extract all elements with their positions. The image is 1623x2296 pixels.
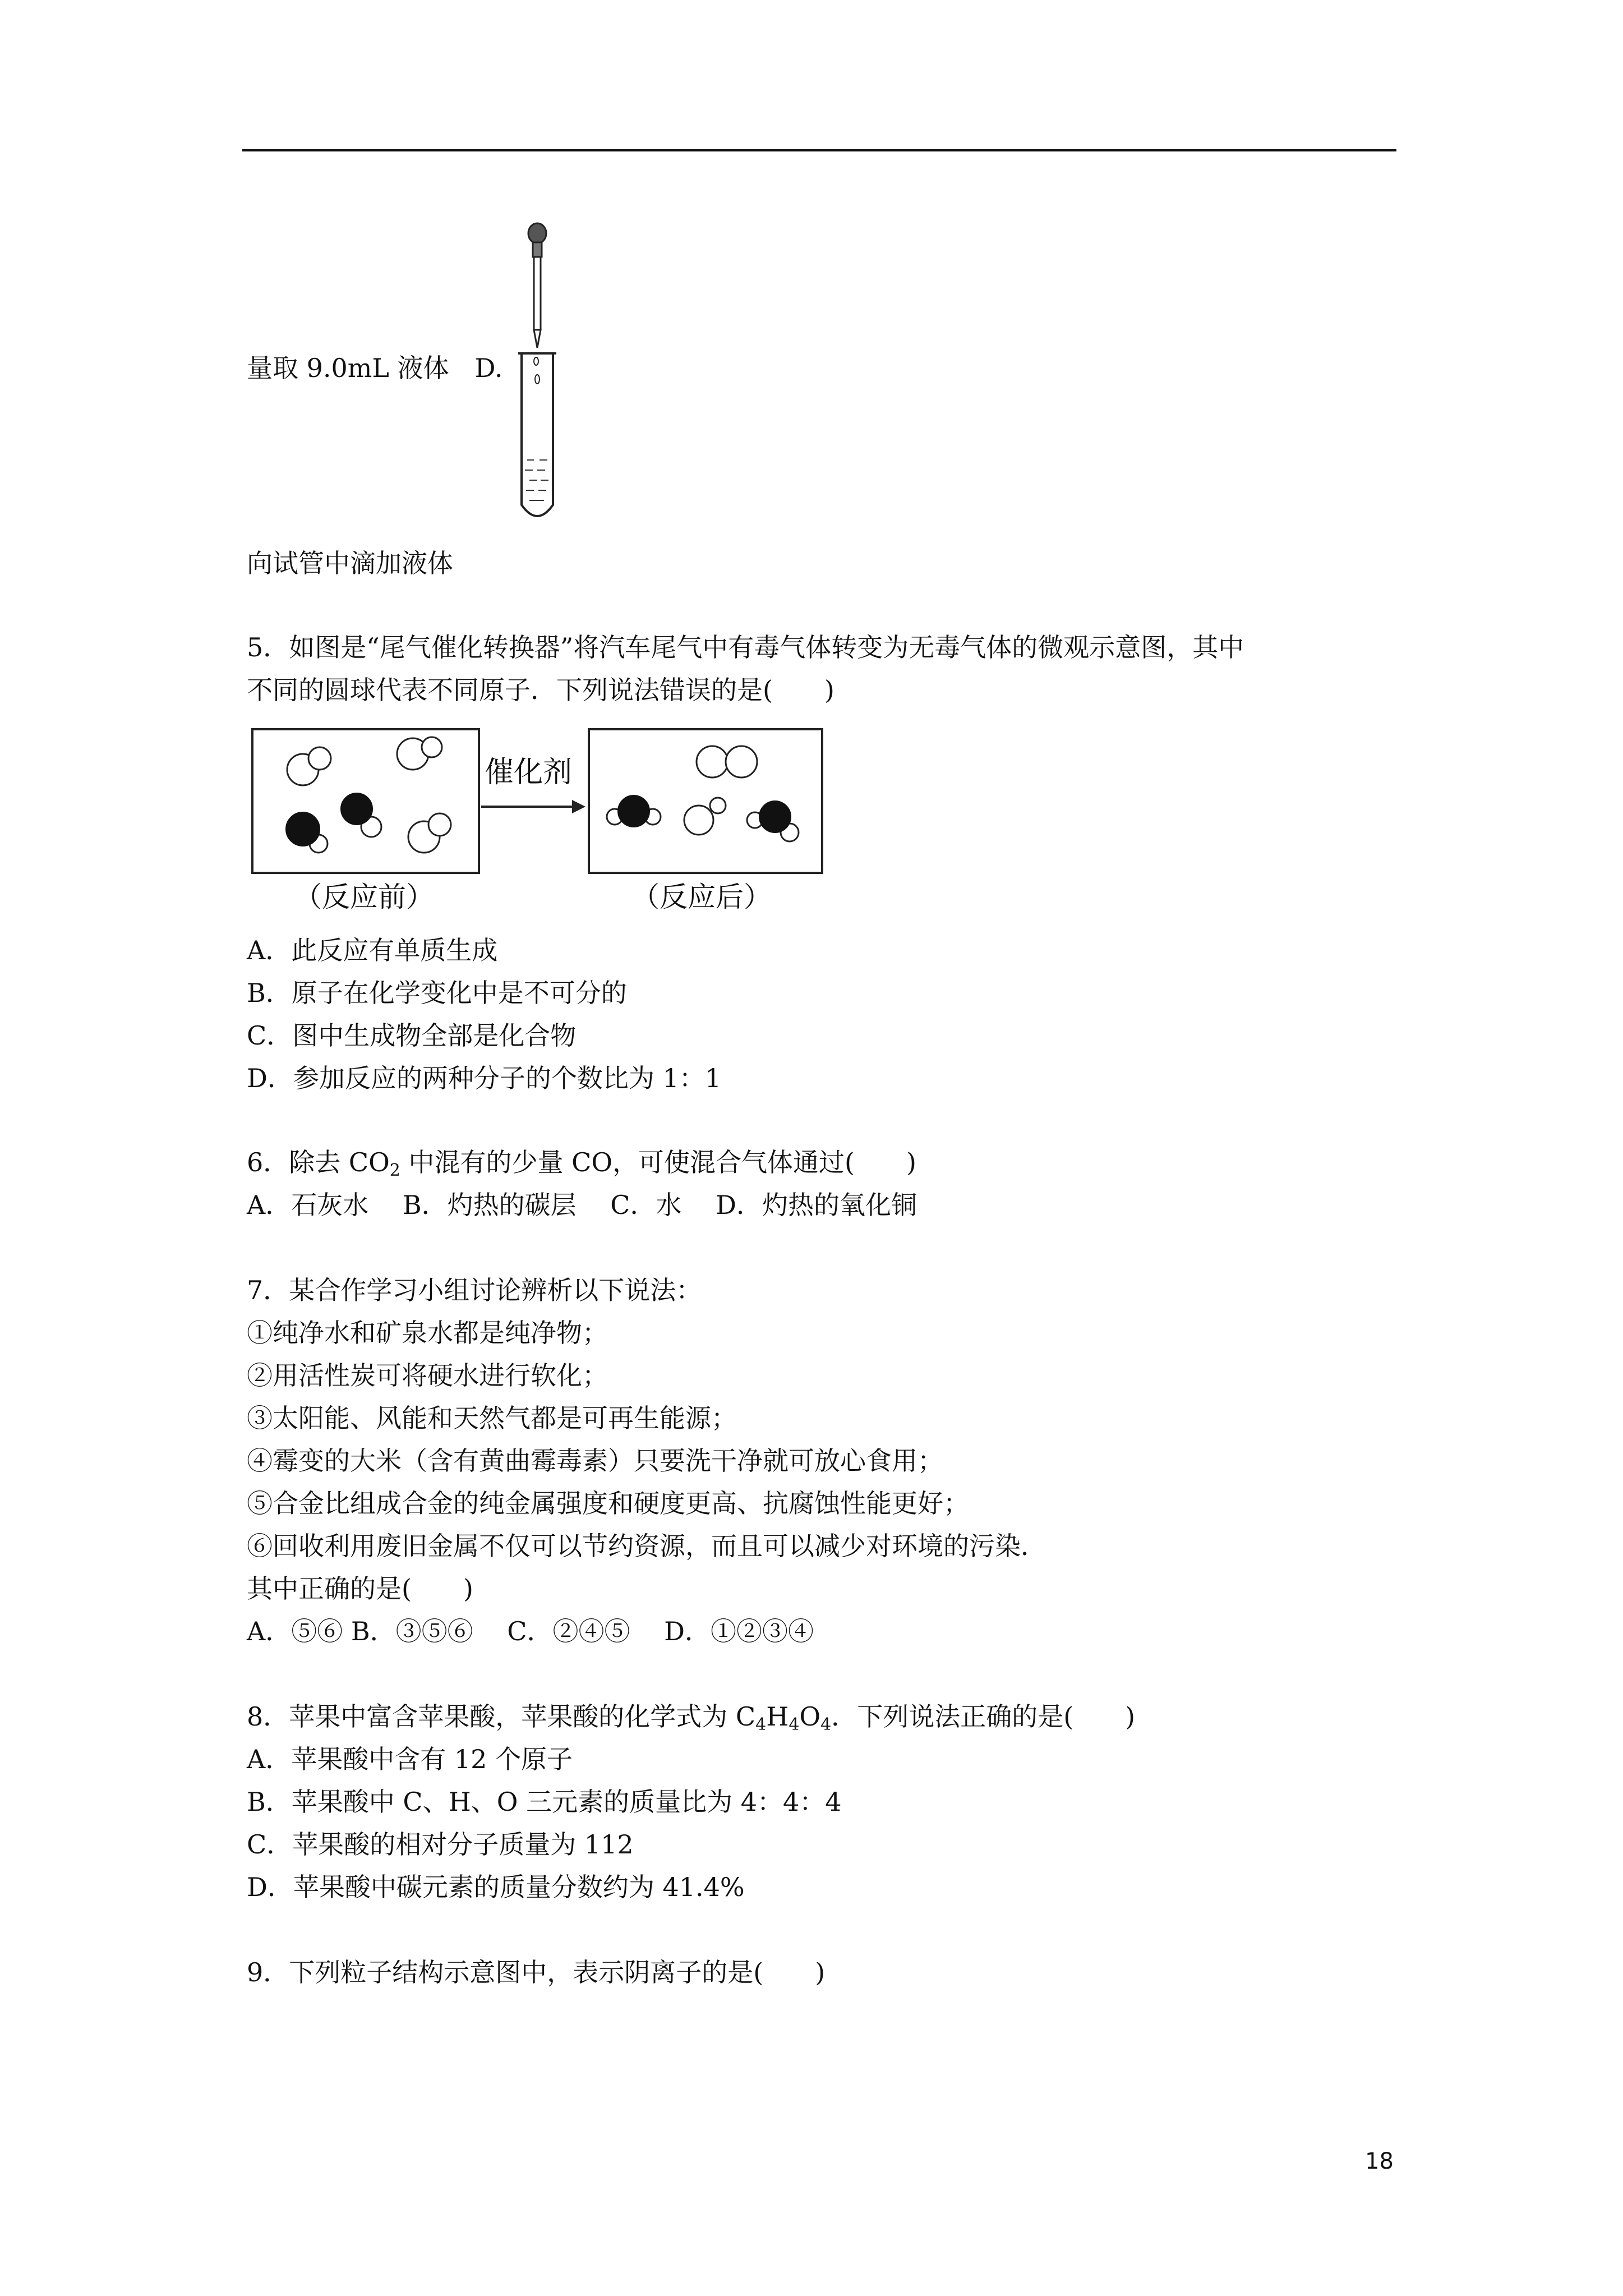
q7-stem: 7．某合作学习小组讨论辨析以下说法：: [247, 1275, 702, 1305]
before-label: （反应前）: [294, 881, 434, 913]
page-number: 18: [1365, 2148, 1394, 2174]
q8-stem-post: ．下列说法正确的是( ): [831, 1701, 1136, 1732]
q5-stem-line1: 5．如图是“尾气催化转换器”将汽车尾气中有毒气体转变为无毒气体的微观示意图，其中: [247, 632, 1244, 662]
q7-statement-4: ④霉变的大米（含有黄曲霉毒素）只要洗干净就可放心食用；: [247, 1446, 943, 1476]
q8-option-c: C．苹果酸的相对分子质量为 112: [247, 1829, 634, 1860]
q8-sub-c: 4: [755, 1715, 767, 1734]
q4-option-d-text: 向试管中滴加液体: [247, 548, 453, 578]
q6-stem-pre: 6．除去 CO: [247, 1147, 390, 1177]
q5-option-d: D．参加反应的两种分子的个数比为 1：1: [247, 1063, 722, 1093]
q4-c-text: 量取 9.0mL 液体: [247, 353, 449, 383]
q8-o: O: [799, 1701, 821, 1732]
q5-option-c: C．图中生成物全部是化合物: [247, 1020, 577, 1051]
q5-stem-line2: 不同的圆球代表不同原子．下列说法错误的是( ): [247, 675, 834, 705]
q8-h: H: [766, 1701, 789, 1732]
q8-stem-pre: 8．苹果中富含苹果酸，苹果酸的化学式为 C: [247, 1701, 756, 1732]
q6-stem: [247, 1141, 916, 1184]
q4-option-c-tail: [247, 347, 502, 389]
q7-statement-6: ⑥回收利用废旧金属不仅可以节约资源，而且可以减少对环境的污染．: [247, 1531, 1046, 1561]
q8-stem: [247, 1695, 1135, 1738]
q5-option-a: A．此反应有单质生成: [247, 935, 498, 965]
q8-option-b: B．苹果酸中 C、H、O 三元素的质量比为 4：4：4: [247, 1787, 842, 1817]
catalytic-converter-figure: [247, 724, 830, 926]
q8-sub-o: 4: [820, 1715, 832, 1734]
header-rule: [242, 149, 1396, 151]
arrow-label: 催化剂: [485, 756, 573, 789]
q5-option-b: B．原子在化学变化中是不可分的: [247, 978, 627, 1008]
q8-option-d: D．苹果酸中碳元素的质量分数约为 41.4%: [247, 1872, 745, 1902]
q8-sub-h: 4: [789, 1715, 800, 1734]
q7-options: A．⑤⑥ B．③⑤⑥ C．②④⑤ D．①②③④: [247, 1616, 814, 1646]
q7-statement-1: ①纯净水和矿泉水都是纯净物；: [247, 1318, 608, 1348]
q9-stem: 9．下列粒子结构示意图中，表示阴离子的是( ): [247, 1957, 826, 1987]
q7-statement-5: ⑤合金比组成合金的纯金属强度和硬度更高、抗腐蚀性能更好；: [247, 1488, 969, 1519]
q7-question: 其中正确的是( ): [247, 1573, 473, 1604]
q6-options: A．石灰水 B．灼热的碳层 C．水 D．灼热的氧化铜: [247, 1190, 917, 1220]
q8-option-a: A．苹果酸中含有 12 个原子: [247, 1744, 573, 1774]
after-label: （反应后）: [631, 881, 772, 913]
q4-d-label: D.: [474, 353, 503, 383]
q6-stem-post: 中混有的少量 CO，可使混合气体通过( ): [400, 1147, 916, 1177]
q7-statement-2: ②用活性炭可将硬水进行软化；: [247, 1360, 608, 1391]
dropper-test-tube-figure: [505, 213, 572, 527]
q7-statement-3: ③太阳能、风能和天然气都是可再生能源；: [247, 1403, 737, 1433]
q6-stem-sub: 2: [389, 1161, 400, 1180]
